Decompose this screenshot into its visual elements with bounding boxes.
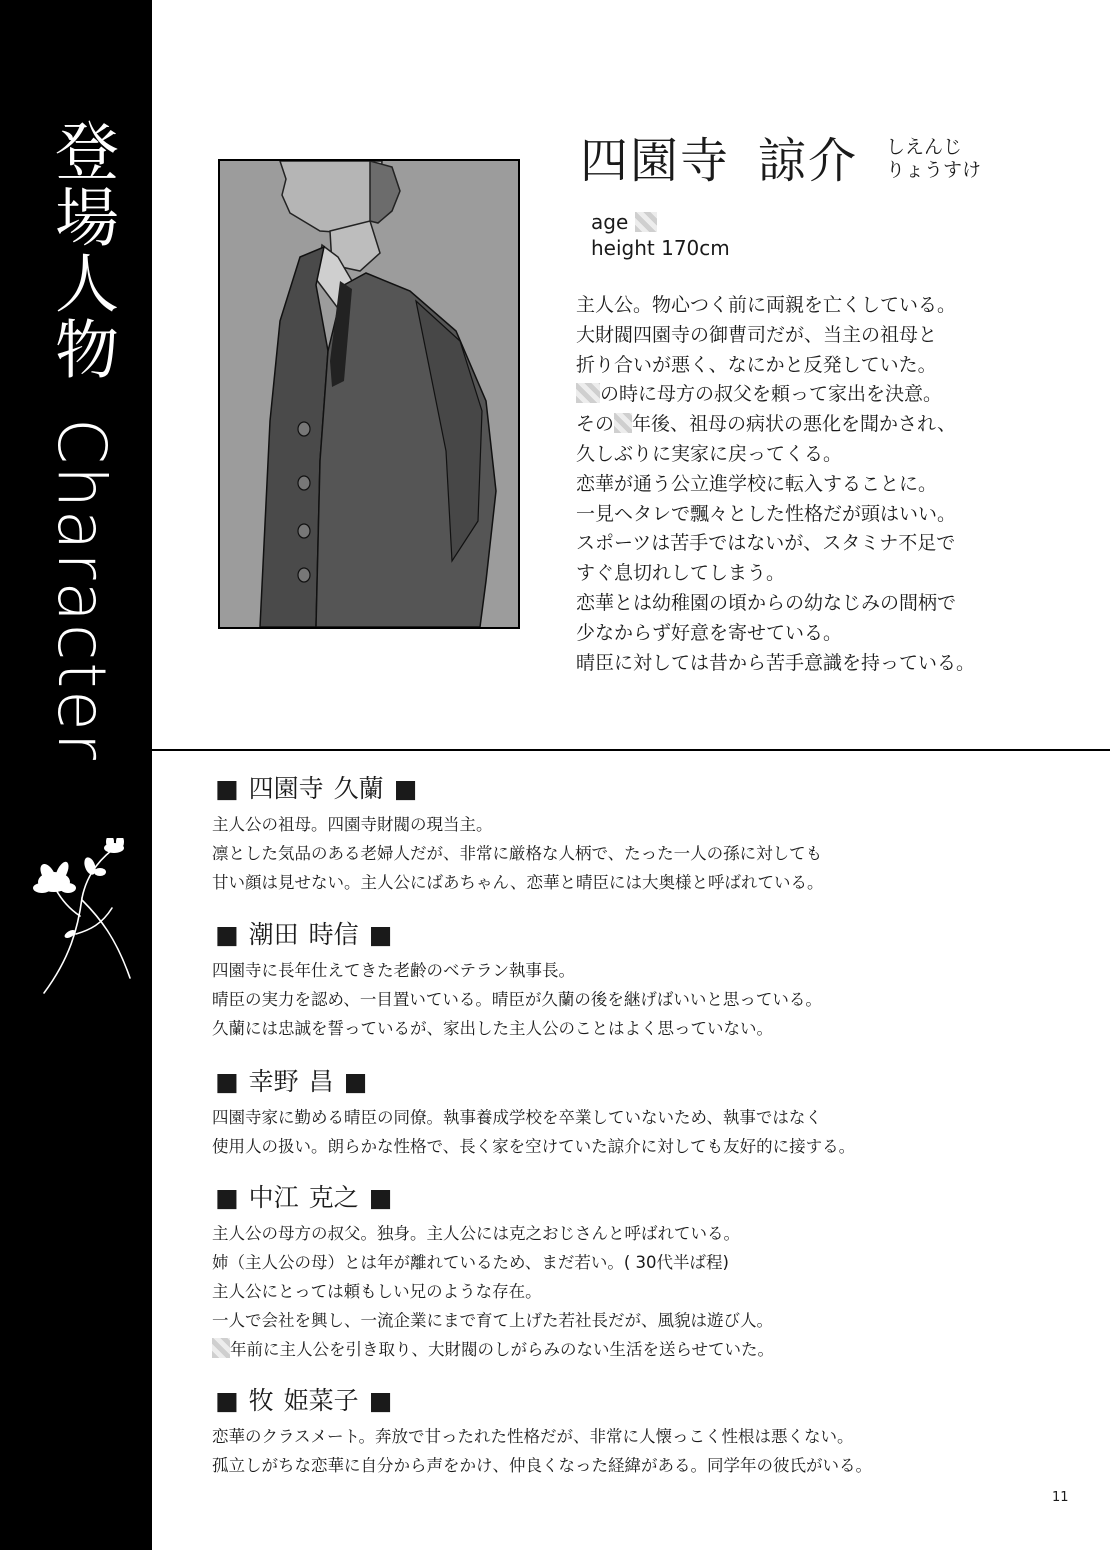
description-text: 年前に主人公を引き取り、大財閥のしがらみのない生活を送らせていた。 [230,1340,775,1359]
square-marker: ■ [368,920,393,949]
bio-line [576,559,1016,589]
flower-illustration [30,838,140,998]
main-character-bio [576,291,1016,678]
bio-line [576,440,1016,470]
bio-line [576,470,1016,500]
bio-line [576,351,1016,381]
character-stats [591,209,730,261]
description-line: 一人で会社を興し、一流企業にまで育て上げた若社長だが、風貌は遊び人。 [212,1311,773,1330]
bio-line [576,410,1016,440]
bio-line [576,589,1016,619]
bio-text: スポーツは苦手ではないが、スタミナ不足で [576,532,956,555]
bio-text: の時に母方の叔父を頼って家出を決意。 [600,383,943,406]
sidebar [0,0,152,1550]
bio-text: すぐ息切れしてしまう。 [576,562,786,585]
character-entry-hinako [212,1386,872,1480]
character-entry-katsuyuki [212,1183,774,1364]
furigana-family: しえんじ [886,136,963,158]
square-marker: ■ [343,1067,368,1096]
family-name: 幸野 [248,1067,299,1096]
square-marker: ■ [215,1067,239,1096]
bio-text: 年後、祖母の病状の悪化を聞かされ、 [632,413,957,436]
character-entry-sho [212,1067,855,1161]
bio-text: 恋華とは幼稚園の頃からの幼なじみの間柄で [576,591,957,614]
square-marker: ■ [215,1386,239,1415]
bio-line [576,500,1016,530]
section-divider [152,749,1110,751]
character-heading [215,1386,872,1416]
age-label: age [591,210,629,234]
given-name: 姫菜子 [283,1386,359,1415]
bio-line [576,619,1016,649]
description-line: 久蘭には忠誠を誓っているが、家出した主人公のことはよく思っていない。 [212,1019,773,1038]
title-en: Character [43,418,120,762]
square-marker: ■ [393,774,418,803]
age-row [591,209,730,235]
description-line: 四園寺家に勤める晴臣の同僚。執事養成学校を卒業していないため、執事ではなく [212,1108,822,1127]
description-line: 凛とした気品のある老婦人だが、非常に厳格な人柄で、たった一人の孫に対しても [212,844,823,863]
description-line: 晴臣の実力を認め、一目置いている。晴臣が久蘭の後を継げばいいと思っている。 [212,990,822,1009]
description-line: 主人公にとっては頼もしい兄のような存在。 [212,1282,542,1301]
description-line: 孤立しがちな恋華に自分から声をかけ、仲良くなった経緯がある。同学年の彼氏がいる。 [212,1456,872,1475]
bio-line [576,529,1016,559]
main-family-name: 四園寺 [580,133,731,189]
height-row [591,235,730,261]
character-portrait [218,159,520,629]
censored-age-value [635,212,657,232]
description-line: 四園寺に長年仕えてきた老齢のベテラン執事長。 [212,961,575,980]
description-line: 甘い顔は見せない。主人公にばあちゃん、恋華と晴臣には大奥様と呼ばれている。 [212,873,824,892]
bio-line [576,291,1016,321]
bio-text: 一見ヘタレで飄々とした性格だが頭はいい。 [576,502,957,525]
given-name: 時信 [308,920,359,949]
family-name: 四園寺 [248,774,324,803]
portrait-illustration [220,161,518,627]
bio-text: 久しぶりに実家に戻ってくる。 [576,442,843,465]
description-line: 姉（主人公の母）とは年が離れているため、まだ若い。( 30代半ば程) [212,1253,729,1272]
main-given-name: 諒介 [758,133,859,189]
bio-text: その [576,413,615,436]
main-character-name [580,122,858,191]
given-name: 克之 [308,1183,359,1212]
family-name: 牧 [248,1386,274,1415]
description-line: 主人公の母方の叔父。独身。主人公には克之おじさんと呼ばれている。 [212,1224,740,1243]
square-marker: ■ [215,1183,239,1212]
character-entry-kuran [212,774,824,897]
given-name: 久蘭 [333,774,384,803]
censored-years [614,413,632,433]
bio-text: 晴臣に対しては昔から苦手意識を持っている。 [576,651,976,674]
character-heading [215,774,824,804]
description-line: 主人公の祖母。四園寺財閥の現当主。 [212,815,493,834]
bio-line [576,380,1016,410]
bio-text: 少なからず好意を寄せている。 [576,621,843,644]
character-heading [215,920,822,950]
furigana-given: りょうすけ [886,159,982,181]
given-name: 昌 [308,1067,334,1096]
square-marker: ■ [368,1386,393,1415]
family-name: 中江 [248,1183,299,1212]
name-furigana [886,136,981,182]
character-heading [215,1067,855,1097]
height-value: 170cm [661,236,730,260]
height-label: height [591,236,655,260]
description-line: 使用人の扱い。朗らかな性格で、長く家を空けていた諒介に対しても友好的に接する。 [212,1137,856,1156]
bio-text: 恋華が通う公立進学校に転入することに。 [576,472,938,495]
description-line [212,1335,774,1364]
bio-line [576,649,1016,679]
square-marker: ■ [215,774,239,803]
square-marker: ■ [368,1183,393,1212]
character-entry-tokinobu [212,920,822,1043]
bio-text: 折り合いが悪く、なにかと反発していた。 [576,353,937,376]
bio-line [576,321,1016,351]
description-line: 恋華のクラスメート。奔放で甘ったれた性格だが、非常に人懐っこく性根は悪くない。 [212,1427,854,1446]
family-name: 潮田 [248,920,299,949]
vertical-title [43,118,120,762]
title-jp: 登場人物 [44,118,118,382]
bio-text: 主人公。物心つく前に両親を亡くしている。 [576,294,957,316]
character-heading [215,1183,774,1213]
page-number: 11 [1052,1490,1069,1505]
censored-age [576,383,600,403]
bio-text: 大財閥四園寺の御曹司だが、当主の祖母と [576,323,938,346]
censored-years [212,1338,230,1358]
square-marker: ■ [215,920,239,949]
